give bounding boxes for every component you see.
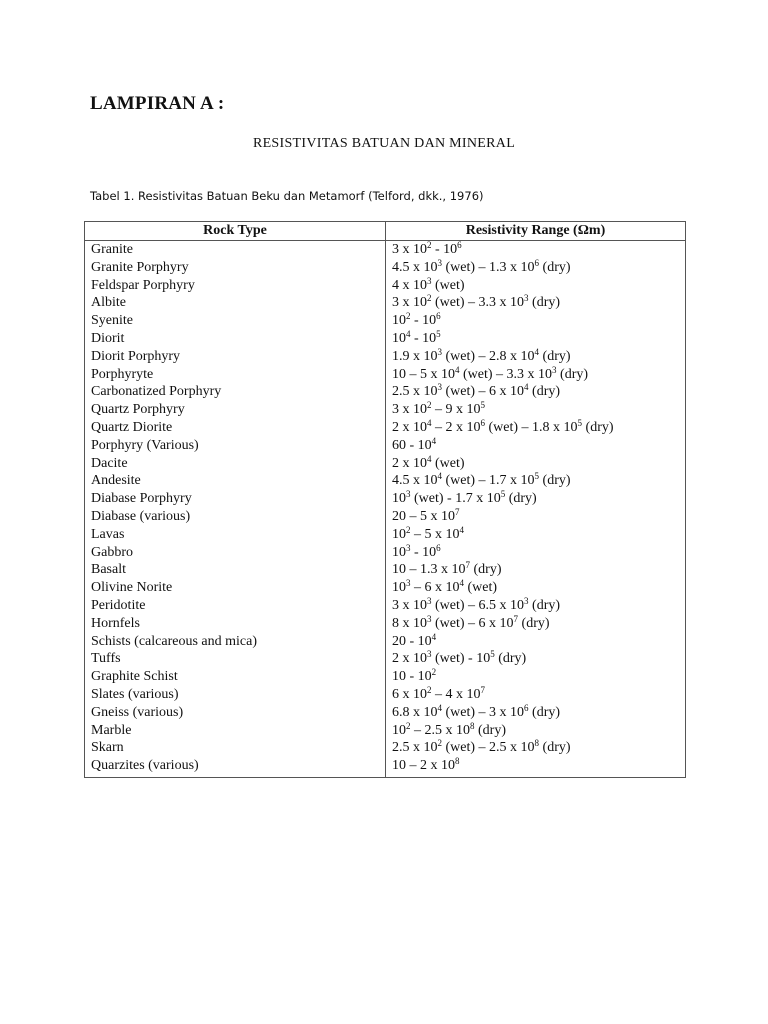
table-row xyxy=(85,757,686,777)
table-row xyxy=(85,312,686,330)
table-row xyxy=(85,739,686,757)
rock-type-cell: Syenite xyxy=(85,312,386,330)
exponent: 3 xyxy=(437,346,442,357)
exponent: 5 xyxy=(480,400,485,411)
resistivity-range-cell: 10 – 1.3 x $10^7$ (dry) xyxy=(386,561,686,579)
rock-type-cell: Granite Porphyry xyxy=(85,259,386,277)
exponent: 5 xyxy=(577,417,583,428)
resistivity-range-cell: $60 - 10^4$ xyxy=(386,437,686,455)
rock-type-cell: Quartz Porphyry xyxy=(85,401,386,419)
resistivity-range-cell: $10 - 10^2$ xyxy=(386,668,686,686)
exponent: 2 xyxy=(427,684,432,695)
exponent: 4 xyxy=(431,435,437,446)
rock-type-cell: Diabase (various) xyxy=(85,508,386,526)
exponent: 2 xyxy=(406,311,411,322)
table-row xyxy=(85,348,686,366)
exponent: 3 xyxy=(427,649,432,660)
resistivity-range-cell: 2 x $10^3$ $(wet) - 10^5$ (dry) xyxy=(386,650,686,668)
rock-type-cell: Andesite xyxy=(85,472,386,490)
rock-type-cell: Dacite xyxy=(85,455,386,473)
resistivity-range-cell: 6 x $10^2 - 4$ x $10^7$ xyxy=(386,686,686,704)
exponent: 6 xyxy=(457,240,462,250)
resistivity-range-cell: 3 x $10^3$ (wet) – 6.5 x $10^3$ (dry) xyxy=(386,597,686,615)
exponent: 4 xyxy=(437,702,442,713)
exponent: 4 xyxy=(431,631,437,642)
rock-type-cell: Porphyryte xyxy=(85,366,386,384)
rock-type-cell: Tuffs xyxy=(85,650,386,668)
rock-type-cell: Diorit Porphyry xyxy=(85,348,386,366)
exponent: 4 xyxy=(406,328,411,339)
exponent: 2 xyxy=(427,400,432,411)
exponent: 7 xyxy=(480,684,485,695)
exponent: 2 xyxy=(427,293,432,304)
exponent: 6 xyxy=(436,542,441,553)
table-header-row xyxy=(85,222,686,241)
resistivity-range-cell: 10 – 5 x $10^4$ (wet) – 3.3 x $10^3$ (dry) xyxy=(386,366,686,384)
exponent: 5 xyxy=(490,649,495,660)
exponent: 4 xyxy=(459,578,464,589)
rock-type-cell: Gneiss (various) xyxy=(85,704,386,722)
exponent: 4 xyxy=(427,417,432,428)
resistivity-range-cell: 3 x $10^2 - 9$ x $10^5$ xyxy=(386,401,686,419)
table-row xyxy=(85,508,686,526)
table-row xyxy=(85,241,686,259)
exponent: 5 xyxy=(534,471,540,482)
resistivity-range-cell: $10^4 - 10^5$ xyxy=(386,330,686,348)
rock-type-cell: Peridotite xyxy=(85,597,386,615)
resistivity-range-cell: 10 – 2 x $10^8$ xyxy=(386,757,686,777)
resistivity-range-cell: 2.5 x $10^2$ (wet) – 2.5 x $10^8$ (dry) xyxy=(386,739,686,757)
table-row xyxy=(85,544,686,562)
table-row xyxy=(85,419,686,437)
table-row xyxy=(85,633,686,651)
exponent: 3 xyxy=(406,542,411,553)
table-row xyxy=(85,259,686,277)
exponent: 2 xyxy=(406,720,411,731)
resistivity-range-cell: 4 x $10^3$ (wet) xyxy=(386,277,686,295)
rock-type-cell: Albite xyxy=(85,294,386,312)
exponent: 5 xyxy=(436,328,441,339)
rock-type-cell: Diorit xyxy=(85,330,386,348)
rock-type-cell: Graphite Schist xyxy=(85,668,386,686)
resistivity-range-cell: $10^3 - 6$ x $10^4$ (wet) xyxy=(386,579,686,597)
exponent: 2 xyxy=(427,240,432,250)
exponent: 6 xyxy=(524,702,529,713)
table-row xyxy=(85,597,686,615)
table-row xyxy=(85,579,686,597)
rock-type-cell: Feldspar Porphyry xyxy=(85,277,386,295)
table-row xyxy=(85,383,686,401)
exponent: 3 xyxy=(524,293,529,304)
table-row xyxy=(85,722,686,740)
table-row xyxy=(85,277,686,295)
exponent: 3 xyxy=(524,595,529,606)
rock-type-cell: Porphyry (Various) xyxy=(85,437,386,455)
exponent: 3 xyxy=(427,613,432,624)
exponent: 7 xyxy=(513,613,519,624)
table-row xyxy=(85,490,686,508)
resistivity-range-cell: 2 x $10^4$ (wet) xyxy=(386,455,686,473)
exponent: 3 xyxy=(437,382,442,393)
resistivity-range-cell: 8 x $10^3$ (wet) – 6 x $10^7$ (dry) xyxy=(386,615,686,633)
exponent: 4 xyxy=(524,382,529,393)
table-body xyxy=(85,241,686,778)
resistivity-range-cell: $10^3 - 10^6$ xyxy=(386,544,686,562)
resistivity-range-cell: 20 – 5 x $10^7$ xyxy=(386,508,686,526)
exponent: 8 xyxy=(534,738,540,749)
exponent: 8 xyxy=(455,756,460,767)
resistivity-range-cell: $10^2 - 10^6$ xyxy=(386,312,686,330)
table-row xyxy=(85,561,686,579)
exponent: 7 xyxy=(465,560,470,571)
rock-type-cell: Carbonatized Porphyry xyxy=(85,383,386,401)
rock-type-cell: Basalt xyxy=(85,561,386,579)
resistivity-range-cell: 3 x $10^2$ (wet) – 3.3 x $10^3$ (dry) xyxy=(386,294,686,312)
exponent: 3 xyxy=(427,275,432,286)
exponent: 4 xyxy=(455,364,460,375)
resistivity-range-cell: 2.5 x $10^3$ (wet) – 6 x $10^4$ (dry) xyxy=(386,383,686,401)
table-row xyxy=(85,401,686,419)
resistivity-table xyxy=(84,221,686,778)
rock-type-cell: Lavas xyxy=(85,526,386,544)
resistivity-range-cell: 2 x $10^4 - 2$ x $10^6$ (wet) – 1.8 x $10^5$ (dry) xyxy=(386,419,686,437)
table-row xyxy=(85,704,686,722)
table-row xyxy=(85,330,686,348)
exponent: 3 xyxy=(552,364,557,375)
exponent: 2 xyxy=(406,524,411,535)
exponent: 4 xyxy=(459,524,464,535)
table-row xyxy=(85,650,686,668)
exponent: 3 xyxy=(427,595,432,606)
table-row xyxy=(85,437,686,455)
rock-type-cell: Schists (calcareous and mica) xyxy=(85,633,386,651)
exponent: 8 xyxy=(470,720,475,731)
exponent: 2 xyxy=(431,667,437,678)
rock-type-cell: Gabbro xyxy=(85,544,386,562)
table-caption: Tabel 1. Resistivitas Batuan Beku dan Metamorf (Telford, dkk., 1976) xyxy=(90,189,484,203)
resistivity-range-cell: $10^3$ (wet) - 1.7 x $10^5$ (dry) xyxy=(386,490,686,508)
exponent: 6 xyxy=(534,257,540,268)
rock-type-cell: Slates (various) xyxy=(85,686,386,704)
rock-type-cell: Diabase Porphyry xyxy=(85,490,386,508)
resistivity-range-cell: $20 - 10^4$ xyxy=(386,633,686,651)
rock-type-cell: Quartz Diorite xyxy=(85,419,386,437)
rock-type-cell: Quarzites (various) xyxy=(85,757,386,777)
table-row xyxy=(85,472,686,490)
column-header-resistivity-range: Resistivity Range (Ωm) xyxy=(386,222,686,241)
section-title: RESISTIVITAS BATUAN DAN MINERAL xyxy=(252,136,516,151)
exponent: 4 xyxy=(534,346,540,357)
rock-type-cell: Skarn xyxy=(85,739,386,757)
table-row xyxy=(85,294,686,312)
resistivity-range-cell: $10^2 - 2.5$ x $10^8$ (dry) xyxy=(386,722,686,740)
rock-type-cell: Olivine Norite xyxy=(85,579,386,597)
resistivity-range-cell: $10^2 - 5$ x $10^4$ xyxy=(386,526,686,544)
exponent: 6 xyxy=(436,311,441,322)
table-row xyxy=(85,526,686,544)
resistivity-range-cell: 6.8 x $10^4$ (wet) – 3 x $10^6$ (dry) xyxy=(386,704,686,722)
rock-type-cell: Granite xyxy=(85,241,386,259)
table-row xyxy=(85,686,686,704)
page-heading: LAMPIRAN A : xyxy=(90,93,225,114)
rock-type-cell: Marble xyxy=(85,722,386,740)
resistivity-range-cell: 4.5 x $10^4$ (wet) – 1.7 x $10^5$ (dry) xyxy=(386,472,686,490)
exponent: 4 xyxy=(427,453,432,464)
exponent: 7 xyxy=(455,506,460,517)
exponent: 3 xyxy=(406,578,411,589)
resistivity-range-cell: 4.5 x $10^3$ (wet) – 1.3 x $10^6$ (dry) xyxy=(386,259,686,277)
table-row xyxy=(85,668,686,686)
column-header-rock-type: Rock Type xyxy=(85,222,386,241)
exponent: 5 xyxy=(500,489,506,500)
resistivity-range-cell: 3 x $10^2 - 10^6$ xyxy=(386,241,686,259)
exponent: 3 xyxy=(437,257,442,268)
rock-type-cell: Hornfels xyxy=(85,615,386,633)
table-row xyxy=(85,615,686,633)
resistivity-range-cell: 1.9 x $10^3$ (wet) – 2.8 x $10^4$ (dry) xyxy=(386,348,686,366)
table-row xyxy=(85,455,686,473)
exponent: 2 xyxy=(437,738,442,749)
exponent: 6 xyxy=(480,417,485,428)
table-row xyxy=(85,366,686,384)
exponent: 3 xyxy=(406,489,411,500)
exponent: 4 xyxy=(437,471,442,482)
